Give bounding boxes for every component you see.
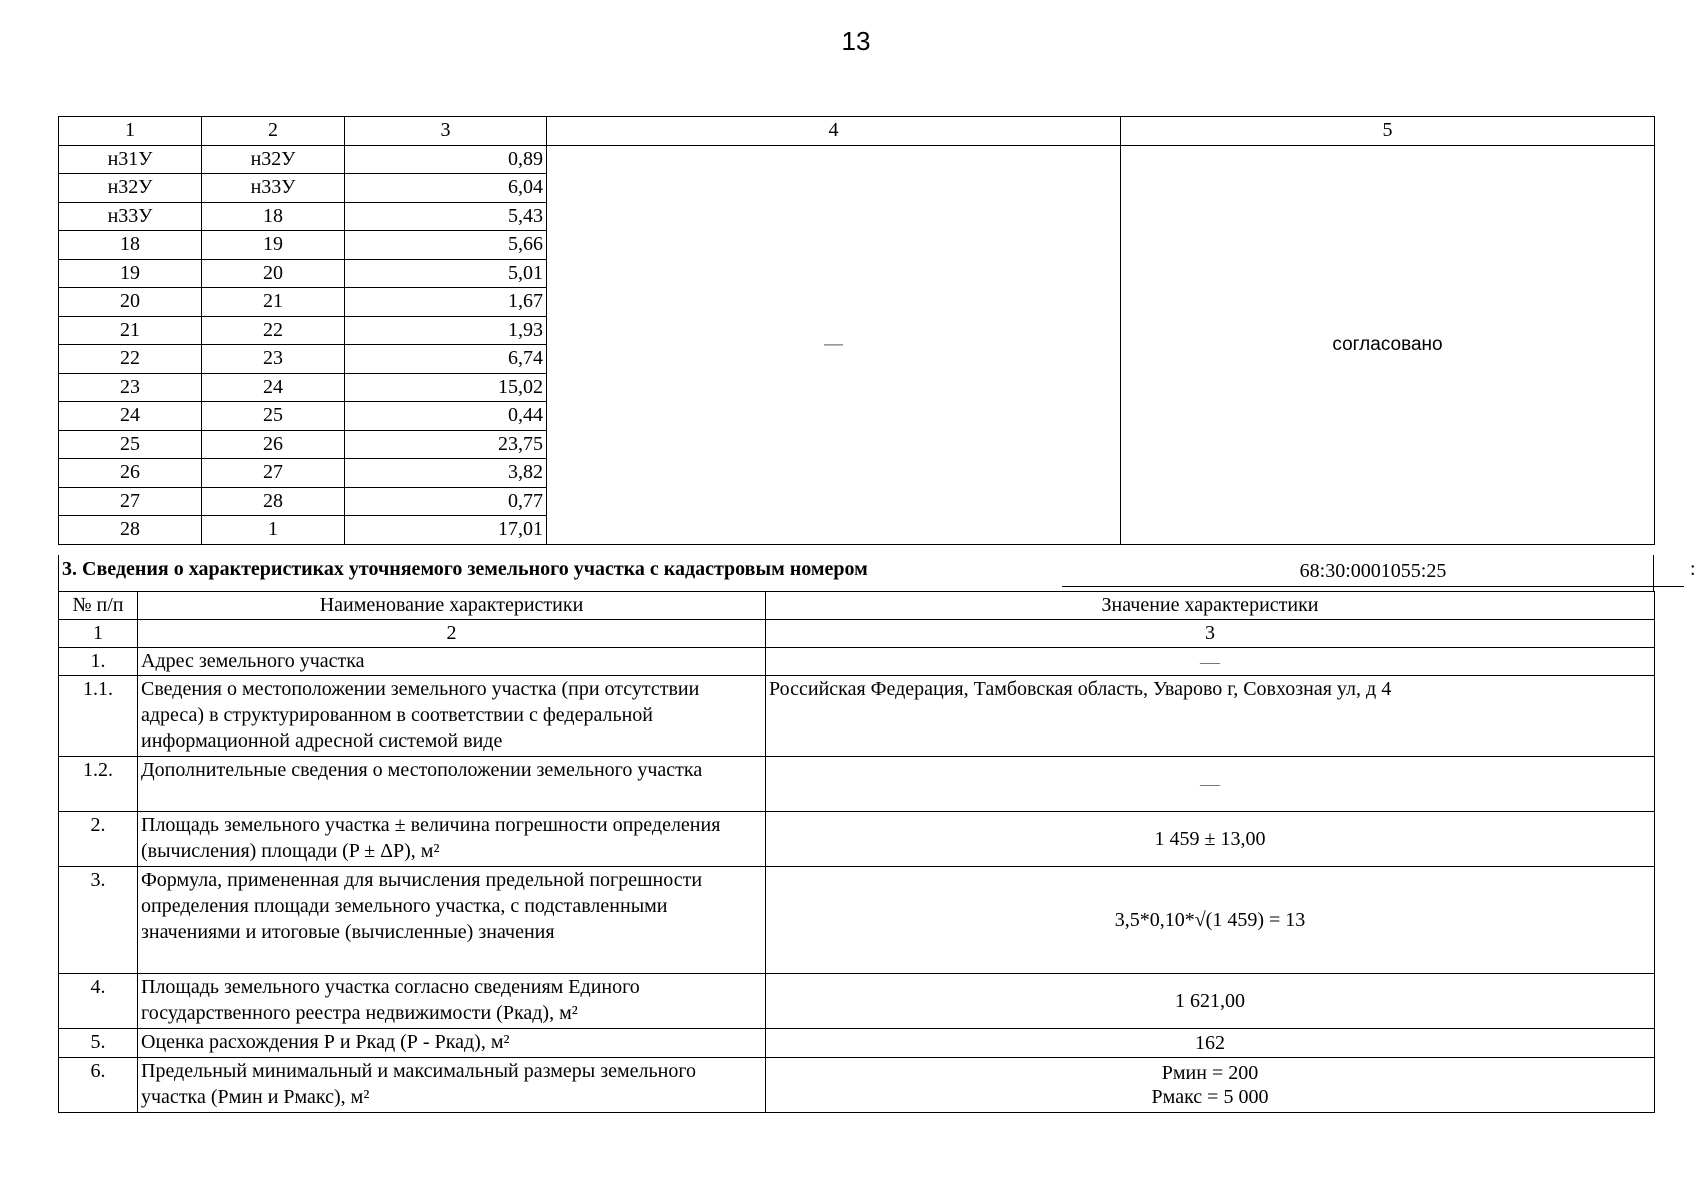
boundary-table <box>58 116 1655 545</box>
point-from: 23 <box>59 373 202 402</box>
point-from: 26 <box>59 459 202 488</box>
boundary-header-cell: 2 <box>202 117 345 146</box>
point-to: 23 <box>202 345 345 374</box>
p-max-value: Рмакс = 5 000 <box>1151 1086 1269 1108</box>
point-to: 26 <box>202 430 345 459</box>
char-header-cell: Наименование характеристики <box>138 592 766 620</box>
characteristic-name: Сведения о местоположении земельного участка (при отсутствии адреса) в структурированном в соответствии с федеральной информационной адресной системой виде <box>138 676 766 757</box>
char-index-row <box>59 620 1655 648</box>
point-to: 1 <box>202 516 345 545</box>
table-row <box>59 812 1655 867</box>
characteristics-table <box>58 591 1655 1113</box>
table-row <box>59 145 1655 174</box>
characteristic-name: Адрес земельного участка <box>138 648 766 676</box>
point-to: 24 <box>202 373 345 402</box>
row-number: 6. <box>59 1058 138 1113</box>
characteristic-name: Предельный минимальный и максимальный размеры земельного участка (Рмин и Рмакс), м² <box>138 1058 766 1113</box>
characteristic-name: Формула, примененная для вычисления предельной погрешности определения площади земельного участка, с подставленными значениями и итоговые (вычисленные) значения <box>138 867 766 974</box>
table-row <box>59 974 1655 1029</box>
segment-length: 0,89 <box>345 145 547 174</box>
segment-length: 6,74 <box>345 345 547 374</box>
table-row <box>59 867 1655 974</box>
section-heading <box>58 555 1696 591</box>
segment-length: 1,67 <box>345 288 547 317</box>
boundary-header-cell: 1 <box>59 117 202 146</box>
point-from: 27 <box>59 487 202 516</box>
boundary-header-cell: 5 <box>1121 117 1655 146</box>
point-from: 20 <box>59 288 202 317</box>
char-index-cell: 3 <box>766 620 1655 648</box>
point-from: 18 <box>59 231 202 260</box>
p-min-value: Рмин = 200 <box>1161 1062 1259 1084</box>
char-header-cell: № п/п <box>59 592 138 620</box>
segment-length: 0,44 <box>345 402 547 431</box>
table-row <box>59 648 1655 676</box>
segment-length: 23,75 <box>345 430 547 459</box>
point-from: н32У <box>59 174 202 203</box>
cadastral-colon: : <box>1690 558 1696 580</box>
segment-length: 5,43 <box>345 202 547 231</box>
characteristic-name: Оценка расхождения Р и Ркад (Р - Ркад), м² <box>138 1029 766 1058</box>
point-from: 24 <box>59 402 202 431</box>
segment-length: 0,77 <box>345 487 547 516</box>
point-from: н31У <box>59 145 202 174</box>
point-from: 19 <box>59 259 202 288</box>
segment-length: 15,02 <box>345 373 547 402</box>
row-number: 1. <box>59 648 138 676</box>
segment-length: 5,01 <box>345 259 547 288</box>
row-number: 3. <box>59 867 138 974</box>
characteristic-value: 162 <box>766 1029 1655 1058</box>
segment-length: 6,04 <box>345 174 547 203</box>
point-to: 27 <box>202 459 345 488</box>
characteristic-name: Площадь земельного участка согласно сведениям Единого государственного реестра недвижимости (Ркад), м² <box>138 974 766 1029</box>
point-from: 28 <box>59 516 202 545</box>
characteristic-value: 3,5*0,10*√(1 459) = 13 <box>766 867 1655 974</box>
boundary-header-cell: 3 <box>345 117 547 146</box>
segment-length: 5,66 <box>345 231 547 260</box>
section-title: 3. Сведения о характеристиках уточняемого земельного участка с кадастровым номером <box>62 558 868 580</box>
char-index-cell: 2 <box>138 620 766 648</box>
characteristic-value: — <box>766 648 1655 676</box>
point-from: 22 <box>59 345 202 374</box>
point-to: 19 <box>202 231 345 260</box>
page-number: 13 <box>841 26 871 56</box>
characteristic-value: 1 459 ± 13,00 <box>766 812 1655 867</box>
characteristic-name: Дополнительные сведения о местоположении земельного участка <box>138 757 766 812</box>
point-to: 21 <box>202 288 345 317</box>
table-row <box>59 1029 1655 1058</box>
point-to: н33У <box>202 174 345 203</box>
point-from: 25 <box>59 430 202 459</box>
boundary-header-cell: 4 <box>547 117 1121 146</box>
point-from: 21 <box>59 316 202 345</box>
point-to: 28 <box>202 487 345 516</box>
characteristic-value: Российская Федерация, Тамбовская область, Уварово г, Совхозная ул, д 4 <box>766 676 1655 757</box>
characteristic-value <box>766 1058 1655 1113</box>
table-row <box>59 757 1655 812</box>
row-number: 1.1. <box>59 676 138 757</box>
char-header-cell: Значение характеристики <box>766 592 1655 620</box>
characteristic-name: Площадь земельного участка ± величина погрешности определения (вычисления) площади (P ± ΔP), м² <box>138 812 766 867</box>
row-number: 4. <box>59 974 138 1029</box>
characteristic-value: — <box>766 757 1655 812</box>
point-from: н33У <box>59 202 202 231</box>
row-number: 1.2. <box>59 757 138 812</box>
point-to: 18 <box>202 202 345 231</box>
point-to: 20 <box>202 259 345 288</box>
table-row <box>59 676 1655 757</box>
col5-status: согласовано <box>1121 145 1655 544</box>
point-to: 25 <box>202 402 345 431</box>
char-index-cell: 1 <box>59 620 138 648</box>
point-to: 22 <box>202 316 345 345</box>
row-number: 2. <box>59 812 138 867</box>
row-number: 5. <box>59 1029 138 1058</box>
table-row <box>59 1058 1655 1113</box>
segment-length: 3,82 <box>345 459 547 488</box>
segment-length: 17,01 <box>345 516 547 545</box>
segment-length: 1,93 <box>345 316 547 345</box>
cadastral-number: 68:30:0001055:25 <box>1062 558 1684 587</box>
characteristic-value: 1 621,00 <box>766 974 1655 1029</box>
boundary-header-row <box>59 117 1655 146</box>
col4-value: — <box>547 145 1121 544</box>
char-header-row <box>59 592 1655 620</box>
point-to: н32У <box>202 145 345 174</box>
